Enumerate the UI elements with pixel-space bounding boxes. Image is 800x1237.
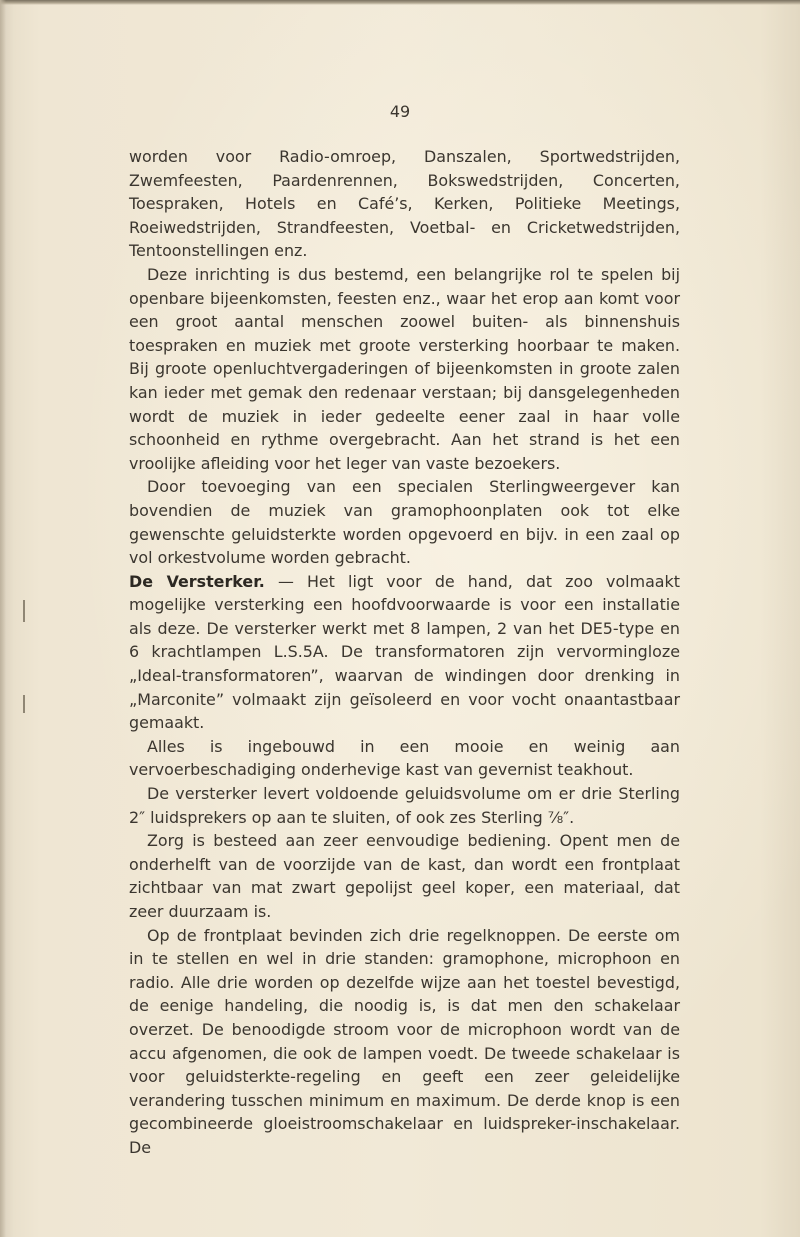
page-number: 49 <box>389 102 411 121</box>
page-spine-shadow <box>0 0 6 1237</box>
binding-mark <box>23 600 25 622</box>
binding-mark <box>23 695 25 713</box>
paragraph: De versterker levert voldoende geluidsvolume om er drie Sterling 2″ luidsprekers op aan te sluiten, of ook zes Sterling ⅞″. <box>129 784 680 827</box>
paragraph: Deze inrichting is dus bestemd, een belangrijke rol te spelen bij openbare bijeenkomsten, feesten enz., waar het erop aan komt voor een groot aantal menschen zoowel buiten- als binnenshuis toespraken en muziek met groote versterking hoorbaar te maken. Bij groote openluchtvergaderingen of bijeenkomsten in groote zalen kan ieder met gemak den redenaar verstaan; bij dansgelegenheden wordt de muziek in ieder gedeelte eener zaal in haar volle schoonheid en rythme overgebracht. Aan het strand is het een vroolijke afleiding voor het leger van vaste bezoekers. <box>129 264 680 473</box>
paragraph: Zorg is besteed aan zeer eenvoudige bediening. Opent men de onderhelft van de voorzijde van de kast, dan wordt een frontplaat zichtbaar van mat zwart gepolijst geel koper, een materiaal, dat zeer duurzaam is. <box>129 831 680 921</box>
paragraph <box>129 570 680 735</box>
paragraph: Op de frontplaat bevinden zich drie regelknoppen. De eerste om in te stellen en wel in drie standen: gramophone, microphoon en radio. Alle drie worden op dezelfde wijze aan het toestel bevestigd, de eenige handeling, die noodig is, is dat men den schakelaar overzet. De benoodigde stroom voor de microphoon wordt van de accu afgenomen, die ook de lampen voedt. De tweede schakelaar is voor geluidsterkte-regeling en geeft een zeer geleidelijke verandering tusschen minimum en maximum. De derde knop is een gecombineerde gloeistroomschakelaar en luidspreker-inschakelaar. De <box>129 925 680 1157</box>
paragraph: worden voor Radio-omroep, Danszalen, Sportwedstrijden, Zwemfeesten, Paardenrennen, Bokswedstrijden, Concerten, Toespraken, Hotels en Café’s, Kerken, Politieke Meetings, Roeiwedstrijden, Strandfeesten, Voetbal- en Cricketwedstrijden, Tentoonstellingen enz. <box>129 147 680 261</box>
body-text <box>129 145 680 1160</box>
paragraph: Alles is ingebouwd in een mooie en weinig aan vervoerbeschadiging onderhevige kast van gevernist teakhout. <box>129 736 680 780</box>
page-top-edge <box>0 0 800 5</box>
paragraph: Door toevoeging van een specialen Sterlingweergever kan bovendien de muziek van gramophoonplaten ook tot elke gewenschte geluidsterkte worden opgevoerd en bijv. in een zaal op vol orkestvolume worden gebracht. <box>129 477 680 568</box>
paragraph-text: — Het ligt voor de hand, dat zoo volmaakt mogelijke versterking een hoofdvoorwaarde is voor een installatie als deze. De versterker werkt met 8 lampen, 2 van het DE5-type en 6 krachtlampen L.S.5A. De transformatoren zijn vervormingloze „Ideal-transformatoren”, waarvan de windingen door drenking in „Marconite” volmaakt zijn geïsoleerd en voor vocht onaantastbaar gemaakt. <box>129 571 680 733</box>
section-heading: De Versterker. <box>129 571 265 591</box>
